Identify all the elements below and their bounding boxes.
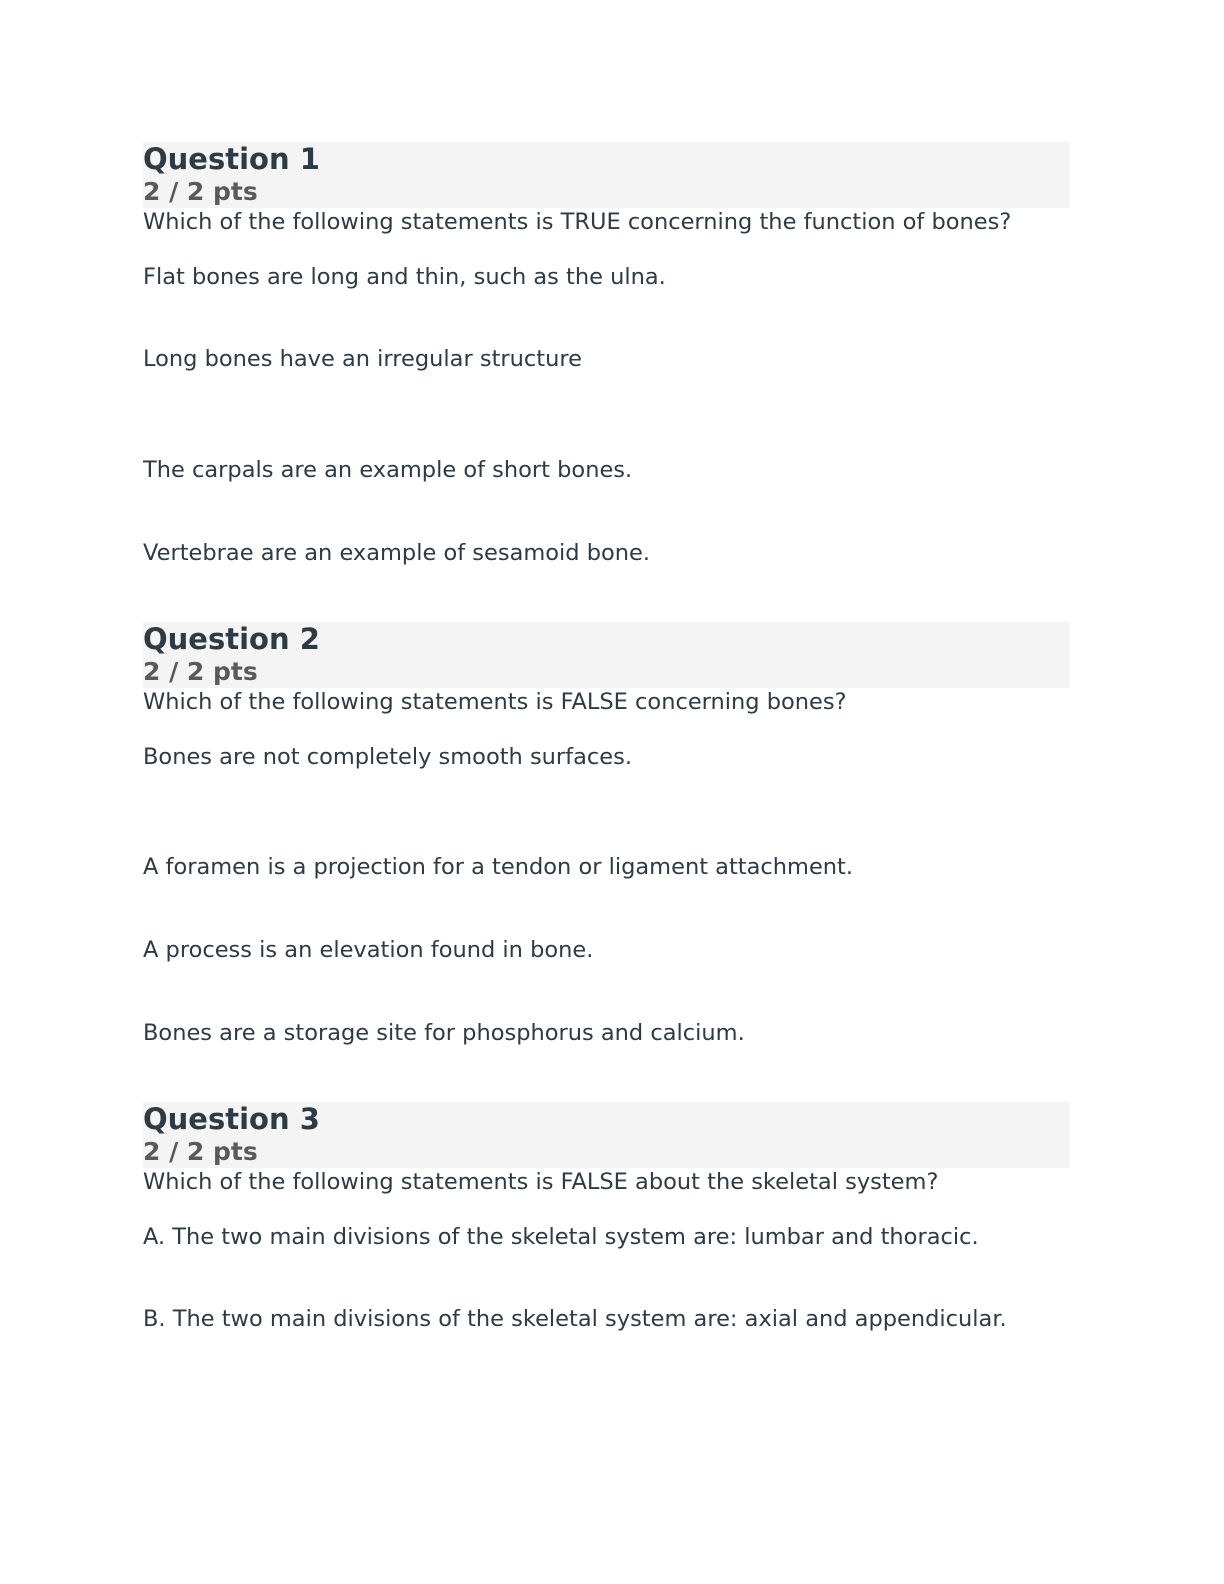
answer-option[interactable]: Bones are not completely smooth surfaces. <box>143 744 632 770</box>
answer-option[interactable]: Long bones have an irregular structure <box>143 346 582 372</box>
answer-option[interactable]: A foramen is a projection for a tendon or ligament attachment. <box>143 854 854 880</box>
question-title: Question 3 <box>143 1102 320 1136</box>
question-prompt: Which of the following statements is TRUE concerning the function of bones? <box>143 209 1012 235</box>
question-title: Question 1 <box>143 142 320 176</box>
question-header <box>143 622 1070 688</box>
question-2 <box>143 622 1070 1046</box>
question-points: 2 / 2 pts <box>143 1137 258 1166</box>
answer-option[interactable]: A. The two main divisions of the skeletal system are: lumbar and thoracic. <box>143 1224 979 1250</box>
question-points: 2 / 2 pts <box>143 657 258 686</box>
question-prompt: Which of the following statements is FALSE about the skeletal system? <box>143 1169 939 1195</box>
answer-option[interactable]: Vertebrae are an example of sesamoid bone. <box>143 540 651 566</box>
answer-option[interactable]: A process is an elevation found in bone. <box>143 937 594 963</box>
answer-option[interactable]: The carpals are an example of short bones. <box>143 457 633 483</box>
answer-option[interactable]: Bones are a storage site for phosphorus and calcium. <box>143 1020 745 1046</box>
question-header <box>143 1102 1070 1168</box>
question-3 <box>143 1102 1070 1332</box>
question-header <box>143 142 1070 208</box>
question-points: 2 / 2 pts <box>143 177 258 206</box>
answer-option[interactable]: B. The two main divisions of the skeletal system are: axial and appendicular. <box>143 1306 1007 1332</box>
question-prompt: Which of the following statements is FALSE concerning bones? <box>143 689 847 715</box>
question-1 <box>143 142 1070 566</box>
answer-option[interactable]: Flat bones are long and thin, such as the ulna. <box>143 264 666 290</box>
question-title: Question 2 <box>143 622 320 656</box>
